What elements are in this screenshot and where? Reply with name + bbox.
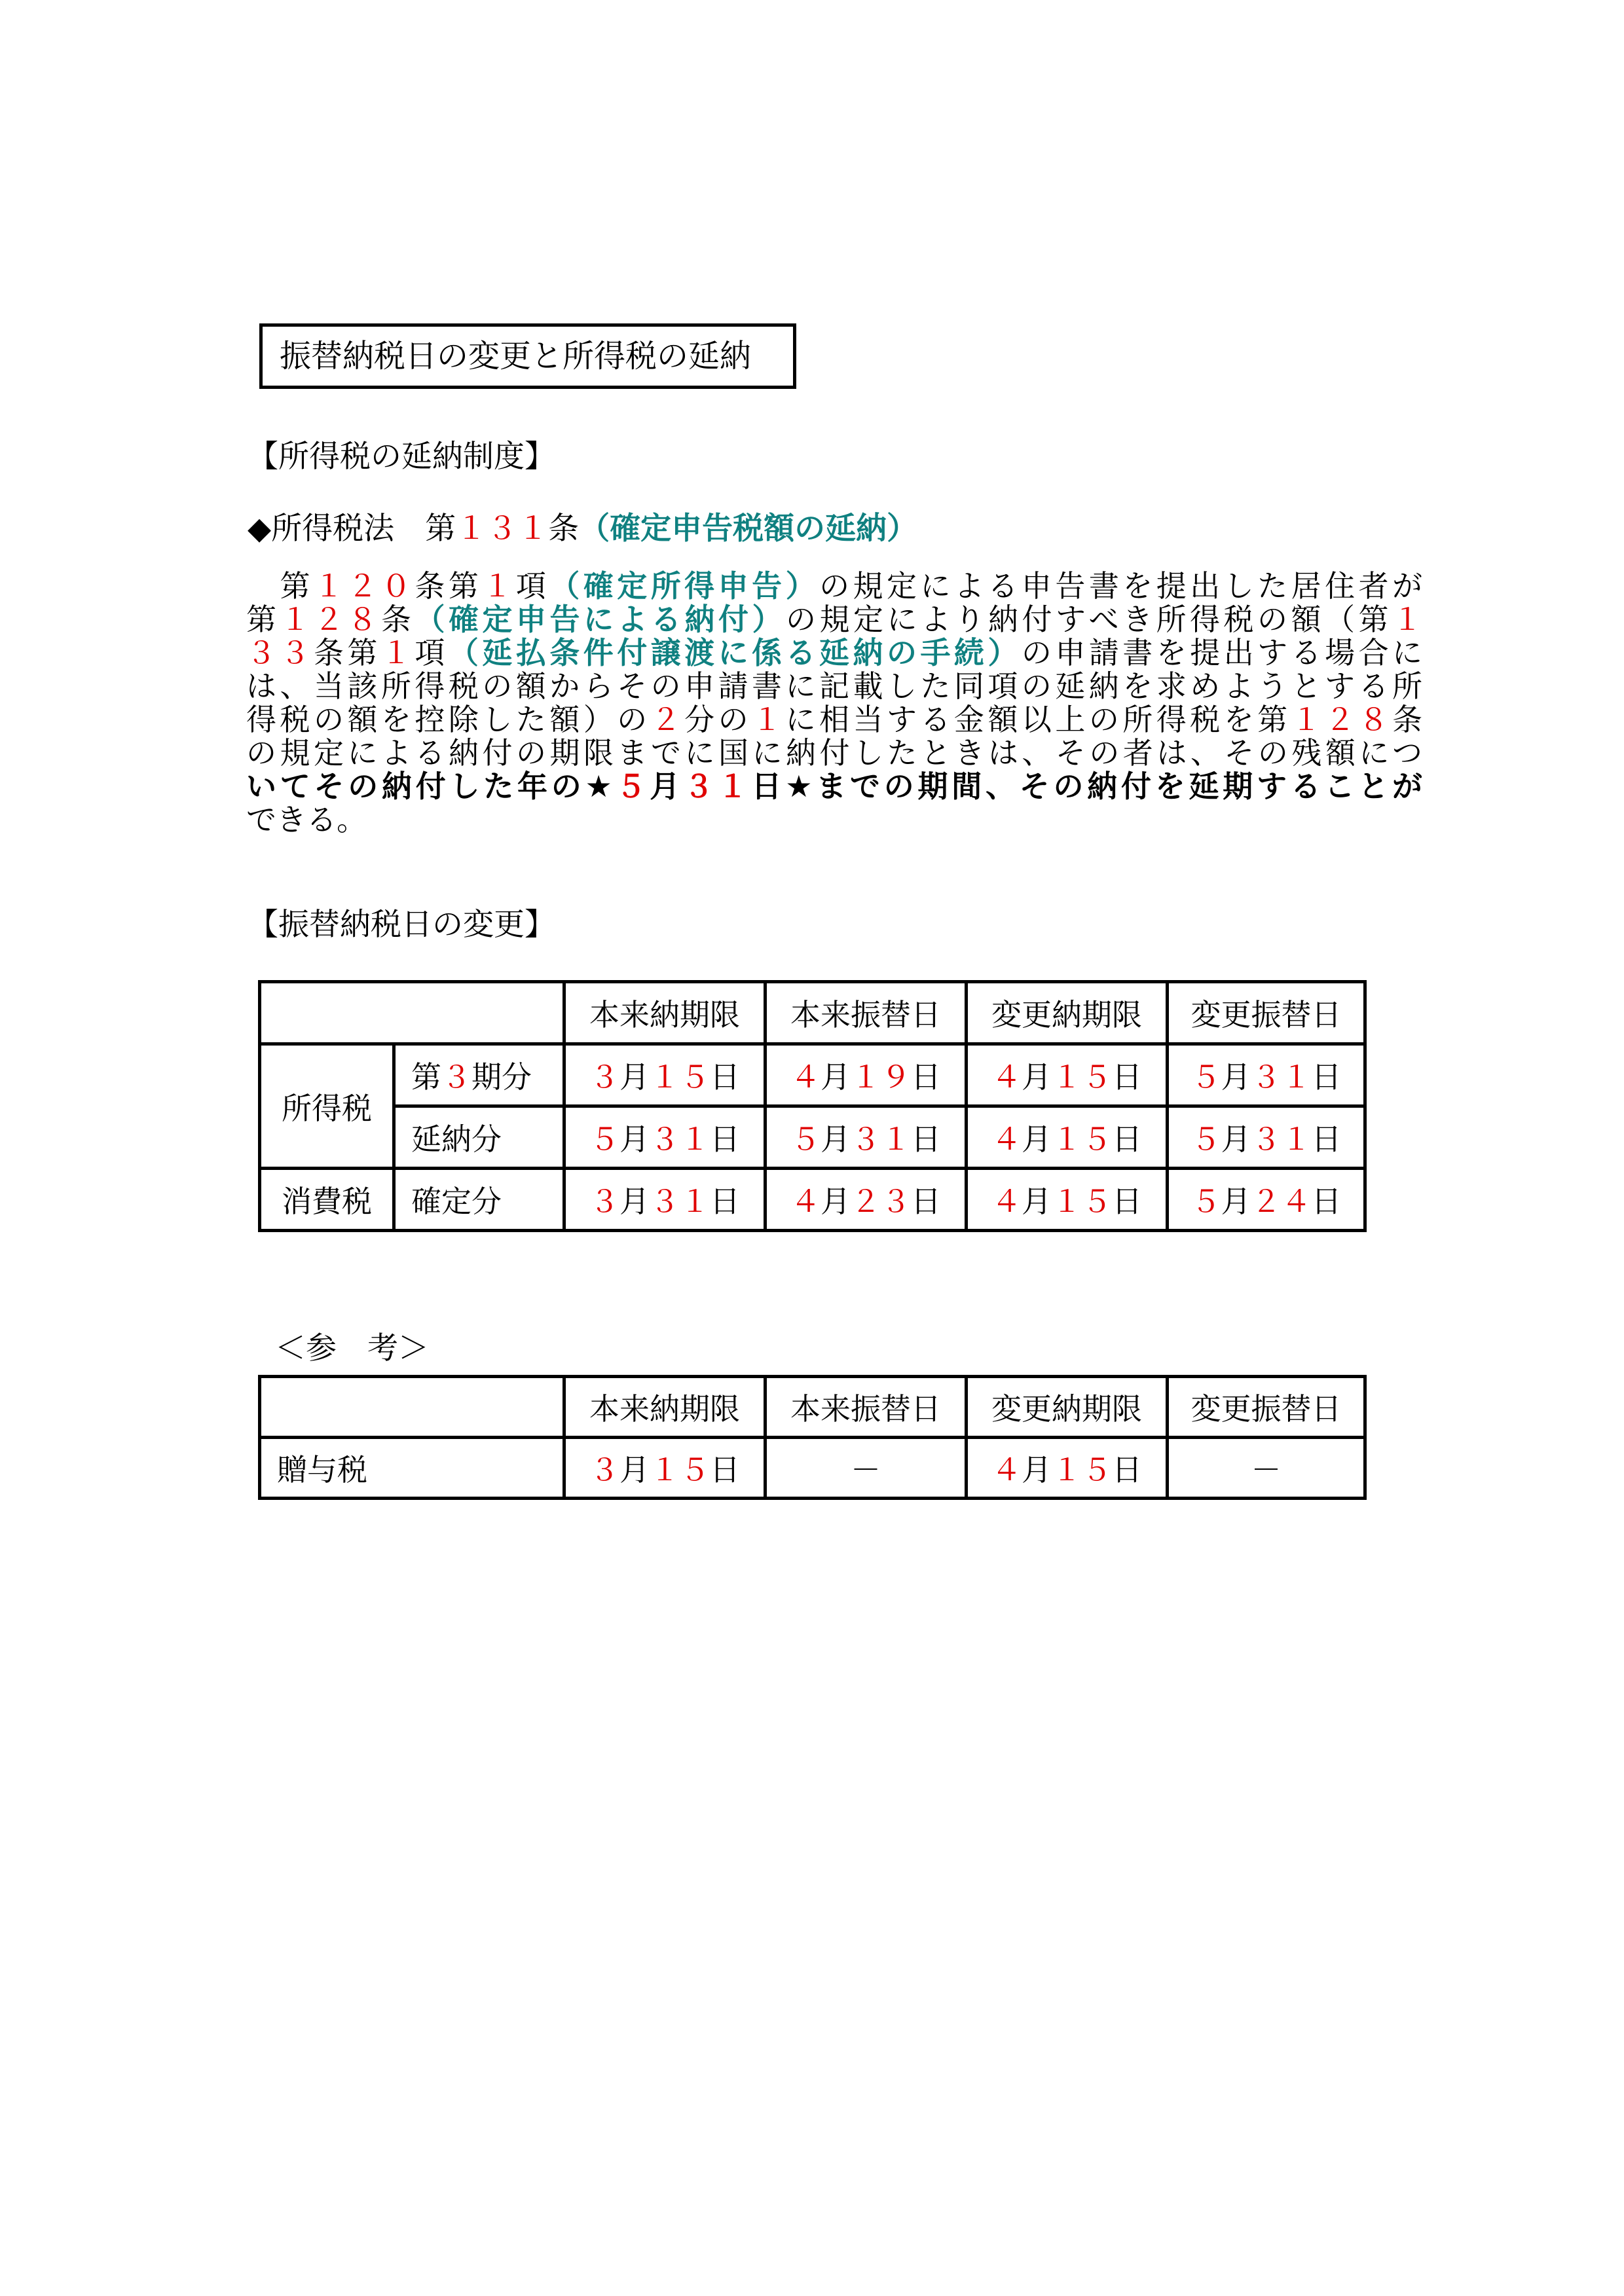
paragraph-line	[246, 636, 1422, 670]
date-cell	[564, 1169, 766, 1231]
month: ５	[790, 1121, 821, 1157]
month: ３	[589, 1059, 619, 1095]
header-cell: 変更納期限	[967, 1377, 1168, 1438]
text: に相当する金額以上の所得税を第	[785, 702, 1291, 737]
text: 月	[1221, 1184, 1251, 1219]
row-label: 延納分	[394, 1106, 564, 1169]
day: ３１	[650, 1184, 710, 1219]
date-cell	[564, 1044, 766, 1106]
text: 月	[1022, 1059, 1052, 1095]
text: 条第	[313, 635, 381, 670]
paragraph-line	[246, 570, 1422, 603]
law-article-number: １３１	[456, 511, 549, 547]
month: ５	[1190, 1184, 1221, 1219]
number: ３１	[684, 769, 752, 804]
table-row	[260, 1438, 1365, 1499]
day: １９	[851, 1059, 911, 1095]
month: ４	[790, 1059, 821, 1095]
number: ５	[616, 769, 650, 804]
text: 項	[515, 568, 550, 604]
reference-heading: ＜参 考＞	[275, 1330, 429, 1366]
table-row	[260, 1044, 1365, 1106]
month: ４	[790, 1184, 821, 1219]
text: 条第	[415, 568, 483, 604]
text: 日	[1311, 1184, 1342, 1219]
law-heading	[248, 504, 917, 548]
row-label	[394, 1044, 564, 1106]
table-header-row	[260, 982, 1365, 1044]
table-header-row	[260, 1377, 1365, 1438]
text: 得税の額を控除した額）の	[246, 702, 651, 737]
text: 第	[246, 602, 280, 637]
header-cell: 変更振替日	[1168, 1377, 1365, 1438]
row-label: 確定分	[394, 1169, 564, 1231]
table-row	[260, 1169, 1365, 1231]
paragraph-line: は、当該所得税の額からその申請書に記載した同項の延納を求めようとする所	[246, 668, 1422, 704]
date-cell	[967, 1169, 1168, 1231]
text: 条	[1392, 702, 1423, 737]
text: 月	[650, 769, 684, 804]
text: 月	[1022, 1452, 1052, 1487]
header-cell: 本来納期限	[564, 982, 766, 1044]
text: 月	[1022, 1121, 1052, 1157]
text: 月	[619, 1184, 650, 1219]
law-article-name: （確定申告税額の延納）	[579, 511, 918, 547]
day: ３１	[1251, 1059, 1312, 1095]
month: ４	[991, 1452, 1022, 1487]
text: 日	[911, 1184, 941, 1219]
furikae-schedule-table	[258, 980, 1367, 1232]
law-heading-suffix: 条	[548, 511, 580, 547]
date-cell	[766, 1169, 967, 1231]
month: ５	[1190, 1121, 1221, 1157]
paragraph-line: できる。	[246, 802, 367, 837]
text: 月	[619, 1059, 650, 1095]
law-heading-prefix: ◆所得税法 第	[248, 511, 456, 547]
number: １	[380, 635, 415, 670]
text: 期分	[471, 1059, 532, 1095]
text: 月	[1022, 1184, 1052, 1219]
text: 日	[911, 1059, 941, 1095]
text: 月	[821, 1121, 851, 1157]
number: １	[482, 568, 516, 604]
date-cell	[1168, 1106, 1365, 1169]
month: ４	[991, 1121, 1022, 1157]
text: 日	[1112, 1121, 1142, 1157]
header-cell: 本来振替日	[766, 1377, 967, 1438]
article-name: （確定所得申告）	[549, 568, 820, 604]
text: 日	[1112, 1059, 1142, 1095]
empty-dash-cell: －	[1168, 1438, 1365, 1499]
month: ４	[991, 1184, 1022, 1219]
day: １５	[1052, 1121, 1112, 1157]
date-cell	[967, 1106, 1168, 1169]
text: 第	[411, 1059, 441, 1095]
day: ３１	[1251, 1121, 1312, 1157]
text: の規定による申告書を提出した居住者が	[819, 568, 1423, 604]
header-empty-cell	[260, 982, 564, 1044]
text: いてその納付した年の★	[246, 769, 616, 804]
header-cell: 本来振替日	[766, 982, 967, 1044]
text: 月	[1221, 1059, 1251, 1095]
number: １２０	[313, 568, 415, 604]
month: ５	[589, 1121, 619, 1157]
text: 月	[821, 1059, 851, 1095]
title-text: 振替納税日の変更と所得税の延納	[280, 338, 752, 374]
day: ３１	[650, 1121, 710, 1157]
text: 日	[710, 1184, 740, 1219]
group-cell-income-tax: 所得税	[260, 1044, 394, 1169]
number: １	[1392, 602, 1423, 637]
text: 日	[1311, 1121, 1342, 1157]
paragraph-line	[246, 703, 1422, 737]
law-paragraph	[246, 570, 1422, 837]
paragraph-line-emphasis	[246, 770, 1422, 803]
text: 日	[911, 1121, 941, 1157]
text: 日	[1311, 1059, 1342, 1095]
month: ３	[589, 1452, 619, 1487]
header-cell: 本来納期限	[564, 1377, 766, 1438]
header-cell: 変更振替日	[1168, 982, 1365, 1044]
month: ５	[1190, 1059, 1221, 1095]
number: １２８	[280, 602, 381, 637]
group-cell-consumption-tax: 消費税	[260, 1169, 394, 1231]
date-cell	[564, 1438, 766, 1499]
day: １５	[1052, 1059, 1112, 1095]
text: 条	[381, 602, 415, 637]
day: １５	[650, 1059, 710, 1095]
empty-dash-cell: －	[766, 1438, 967, 1499]
day: １５	[1052, 1452, 1112, 1487]
date-cell	[1168, 1044, 1365, 1106]
article-name: （確定申告による納付）	[415, 602, 786, 637]
header-empty-cell	[260, 1377, 564, 1438]
text: 日★までの期間、その納付を延期することが	[751, 769, 1422, 804]
text: の申請書を提出する場合に	[1021, 635, 1423, 670]
text: 項	[415, 635, 449, 670]
date-cell	[967, 1438, 1168, 1499]
text: 日	[710, 1059, 740, 1095]
paragraph-line	[246, 603, 1422, 636]
table-row	[260, 1106, 1365, 1169]
day: １５	[1052, 1184, 1112, 1219]
paragraph-line: の規定による納付の期限までに国に納付したときは、その者は、その残額につ	[246, 735, 1422, 771]
text: 月	[619, 1452, 650, 1487]
text: 日	[1112, 1184, 1142, 1219]
month: ４	[991, 1059, 1022, 1095]
text: 月	[619, 1121, 650, 1157]
article-name: （延払条件付譲渡に係る延納の手続）	[448, 635, 1022, 670]
text: 月	[1221, 1121, 1251, 1157]
number: １	[752, 702, 786, 737]
text: 第	[246, 568, 314, 604]
date-cell	[766, 1106, 967, 1169]
text: 日	[1112, 1452, 1142, 1487]
number: ２	[650, 702, 685, 737]
section-heading-enno: 【所得税の延納制度】	[248, 439, 555, 475]
number: ３	[441, 1059, 471, 1095]
text: 月	[821, 1184, 851, 1219]
document-title	[259, 323, 796, 389]
month: ３	[589, 1184, 619, 1219]
header-cell: 変更納期限	[967, 982, 1168, 1044]
text: 日	[710, 1121, 740, 1157]
day: １５	[650, 1452, 710, 1487]
section-heading-furikae: 【振替納税日の変更】	[248, 907, 555, 943]
text: の規定により納付すべき所得税の額（第	[785, 602, 1393, 637]
row-label: 贈与税	[260, 1438, 564, 1499]
text: 分の	[684, 702, 752, 737]
day: ２４	[1251, 1184, 1312, 1219]
number: １２８	[1291, 702, 1393, 737]
date-cell	[564, 1106, 766, 1169]
gift-tax-reference-table	[258, 1375, 1367, 1500]
date-cell	[766, 1044, 967, 1106]
day: ３１	[851, 1121, 911, 1157]
date-cell	[1168, 1169, 1365, 1231]
day: ２３	[851, 1184, 911, 1219]
number: ３３	[246, 635, 314, 670]
date-cell	[967, 1044, 1168, 1106]
text: 日	[710, 1452, 740, 1487]
